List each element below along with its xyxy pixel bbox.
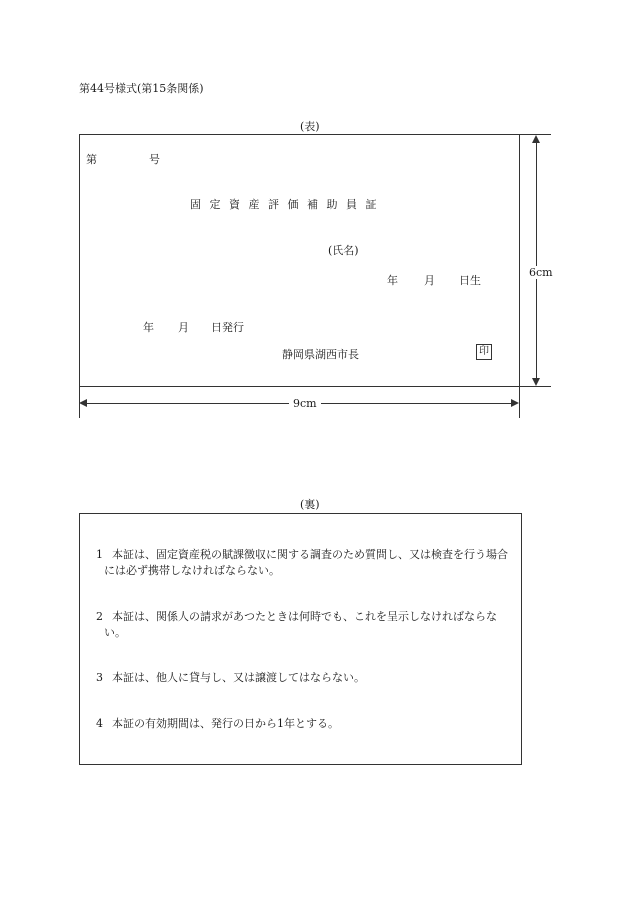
issue-year: 年 xyxy=(143,321,154,334)
number-prefix: 第 xyxy=(86,153,97,166)
issue-day: 日発行 xyxy=(211,321,244,334)
front-side-label: (表) xyxy=(300,120,320,133)
number-suffix: 号 xyxy=(149,153,160,166)
rule-number: 4 xyxy=(96,717,103,730)
issue-date-field xyxy=(143,319,244,335)
rule-text: 本証は、固定資産税の賦課徴収に関する調査のため質問し、又は検査を行う場合には必ず携帯しなければならない。 xyxy=(104,548,508,577)
arrow-right-icon xyxy=(511,399,519,407)
arrow-up-icon xyxy=(532,135,540,143)
height-extension-bottom xyxy=(520,386,551,387)
birth-year: 年 xyxy=(387,274,398,287)
height-dimension-line xyxy=(536,140,537,382)
rule-number: 2 xyxy=(96,610,103,623)
rule-text: 本証は、関係人の請求があつたときは何時でも、これを呈示しなければならない。 xyxy=(104,610,497,639)
height-dimension-label: 6cm xyxy=(529,266,553,279)
rule-text: 本証の有効期間は、発行の日から1年とする。 xyxy=(112,717,339,730)
birth-month: 月 xyxy=(424,274,435,287)
width-extension-right xyxy=(519,387,520,418)
birth-date-field xyxy=(387,272,481,288)
certificate-number-field xyxy=(86,151,160,167)
rule-item xyxy=(96,609,508,641)
arrow-down-icon xyxy=(532,378,540,386)
back-side-label: (裏) xyxy=(300,498,320,511)
arrow-left-icon xyxy=(79,399,87,407)
birth-day: 日生 xyxy=(459,274,481,287)
form-title: 第44号様式(第15条関係) xyxy=(79,82,204,95)
issue-month: 月 xyxy=(178,321,189,334)
name-label: (氏名) xyxy=(328,244,359,257)
rule-text: 本証は、他人に貸与し、又は譲渡してはならない。 xyxy=(112,671,365,684)
rule-number: 3 xyxy=(96,671,103,684)
seal-stamp-box: 印 xyxy=(476,344,492,360)
rule-number: 1 xyxy=(96,548,103,561)
rule-item xyxy=(96,547,508,579)
rule-item xyxy=(96,670,508,686)
card-title: 固定資産評価補助員証 xyxy=(190,198,385,211)
width-dimension-label: 9cm xyxy=(289,397,321,410)
rule-item xyxy=(96,716,508,732)
issuer-name: 静岡県湖西市長 xyxy=(282,348,359,361)
